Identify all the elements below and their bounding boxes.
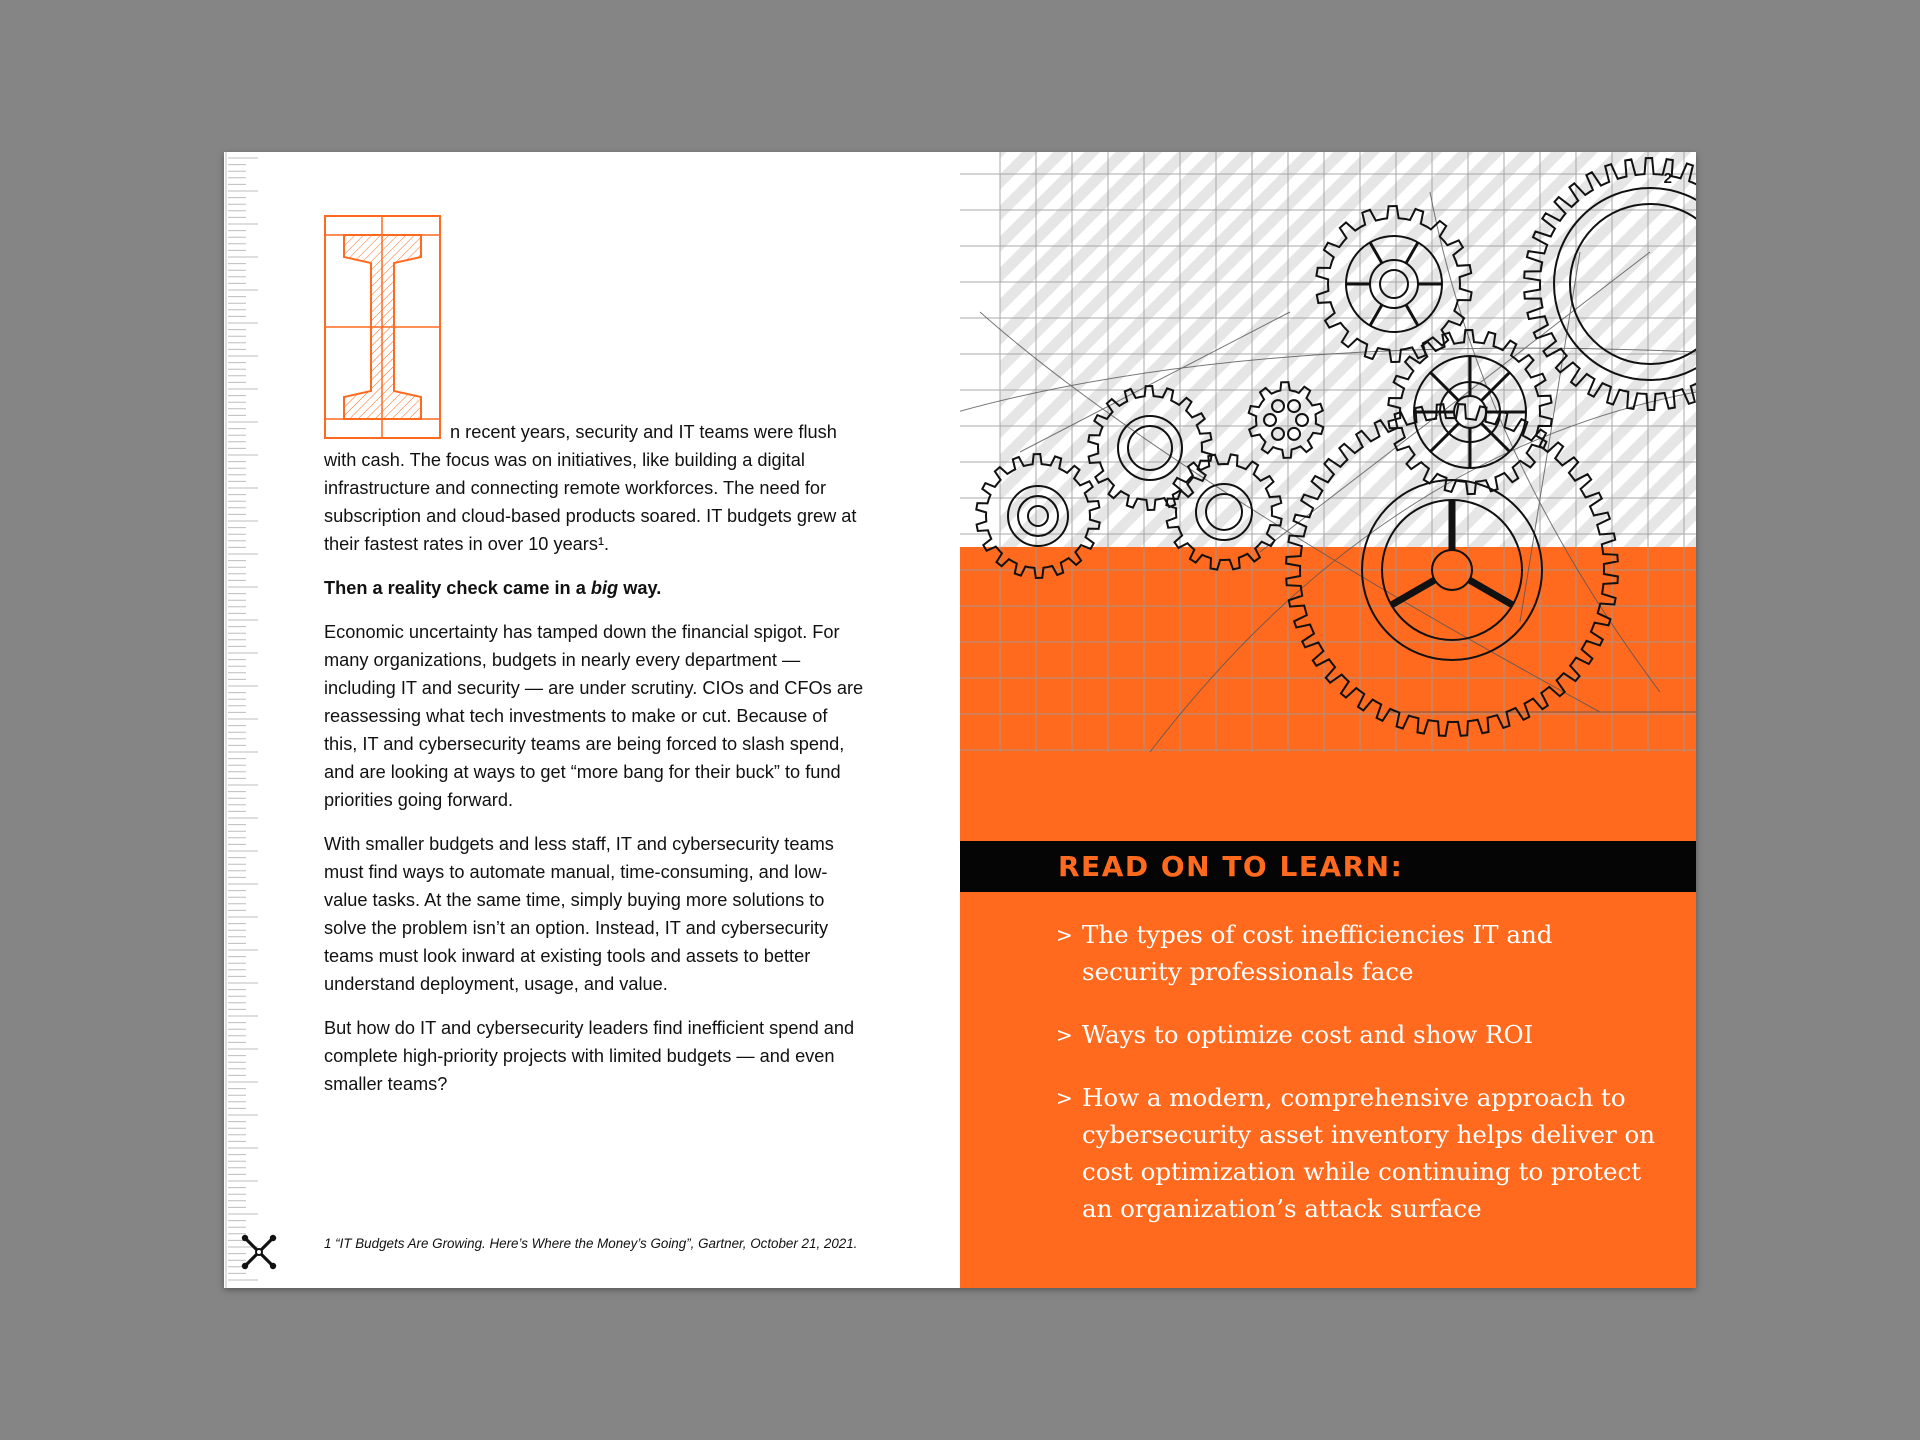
x-dots-logo-icon (241, 1234, 277, 1270)
learn-item (1056, 1016, 1656, 1053)
intro-text (324, 418, 864, 1114)
learn-list (1056, 916, 1656, 1253)
emphasis-italic: big (590, 578, 619, 598)
chevron-right-icon: > (1056, 1086, 1073, 1110)
emphasis-paragraph (324, 574, 864, 602)
learn-item-text: The types of cost inefficiencies IT and security professionals face (1082, 920, 1553, 986)
footnote: 1 “IT Budgets Are Growing. Here’s Where the Money’s Going”, Gartner, October 21, 2021. (324, 1236, 858, 1251)
learn-banner (960, 841, 1696, 892)
learn-heading: READ ON TO LEARN: (1058, 850, 1404, 883)
intro-paragraph-2: Economic uncertainty has tamped down the financial spigot. For many organizations, budgets in nearly every department — including IT and security — are under scrutiny. CIOs and CFOs are reassessing what tech investments to make or cut. Because of this, IT and cybersecurity teams are being forced to slash spend, and are looking at ways to get “more bang for their buck” to fund priorities going forward. (324, 622, 864, 810)
learn-item-text: How a modern, comprehensive approach to cybersecurity asset inventory helps deliver on cost optimization while continuing to protect an organization’s attack surface (1082, 1083, 1655, 1223)
learn-item-text: Ways to optimize cost and show ROI (1082, 1020, 1534, 1049)
learn-item (1056, 1079, 1656, 1227)
emphasis-after: way. (618, 578, 662, 598)
emphasis-before: Then a reality check came in a (324, 578, 591, 598)
page-number: 2 (1663, 170, 1672, 187)
dropcap-letter-i (324, 215, 441, 439)
gears-blueprint-icon (960, 152, 1696, 762)
chevron-right-icon: > (1056, 1023, 1073, 1047)
intro-paragraph-1: n recent years, security and IT teams were flush with cash. The focus was on initiatives, like building a digital infrastructure and connecting remote workforces. The need for subscription and cloud-based products soared. IT budgets grew at their fastest rates in over 10 years¹. (324, 422, 857, 554)
chevron-right-icon: > (1056, 923, 1073, 947)
ruler-ticks (224, 152, 264, 1288)
right-panel (960, 152, 1696, 1288)
learn-item (1056, 916, 1656, 990)
intro-paragraph-3: With smaller budgets and less staff, IT and cybersecurity teams must find ways to automate manual, time-consuming, and low-value tasks. At the same time, simply buying more solutions to solve the problem isn’t an option. Instead, IT and cybersecurity teams must look inward at existing tools and assets to better understand deployment, usage, and value. (324, 834, 834, 994)
document-page (224, 152, 1696, 1288)
intro-paragraph-4: But how do IT and cybersecurity leaders find inefficient spend and complete high-priority projects with limited budgets — and even smaller teams? (324, 1018, 855, 1094)
